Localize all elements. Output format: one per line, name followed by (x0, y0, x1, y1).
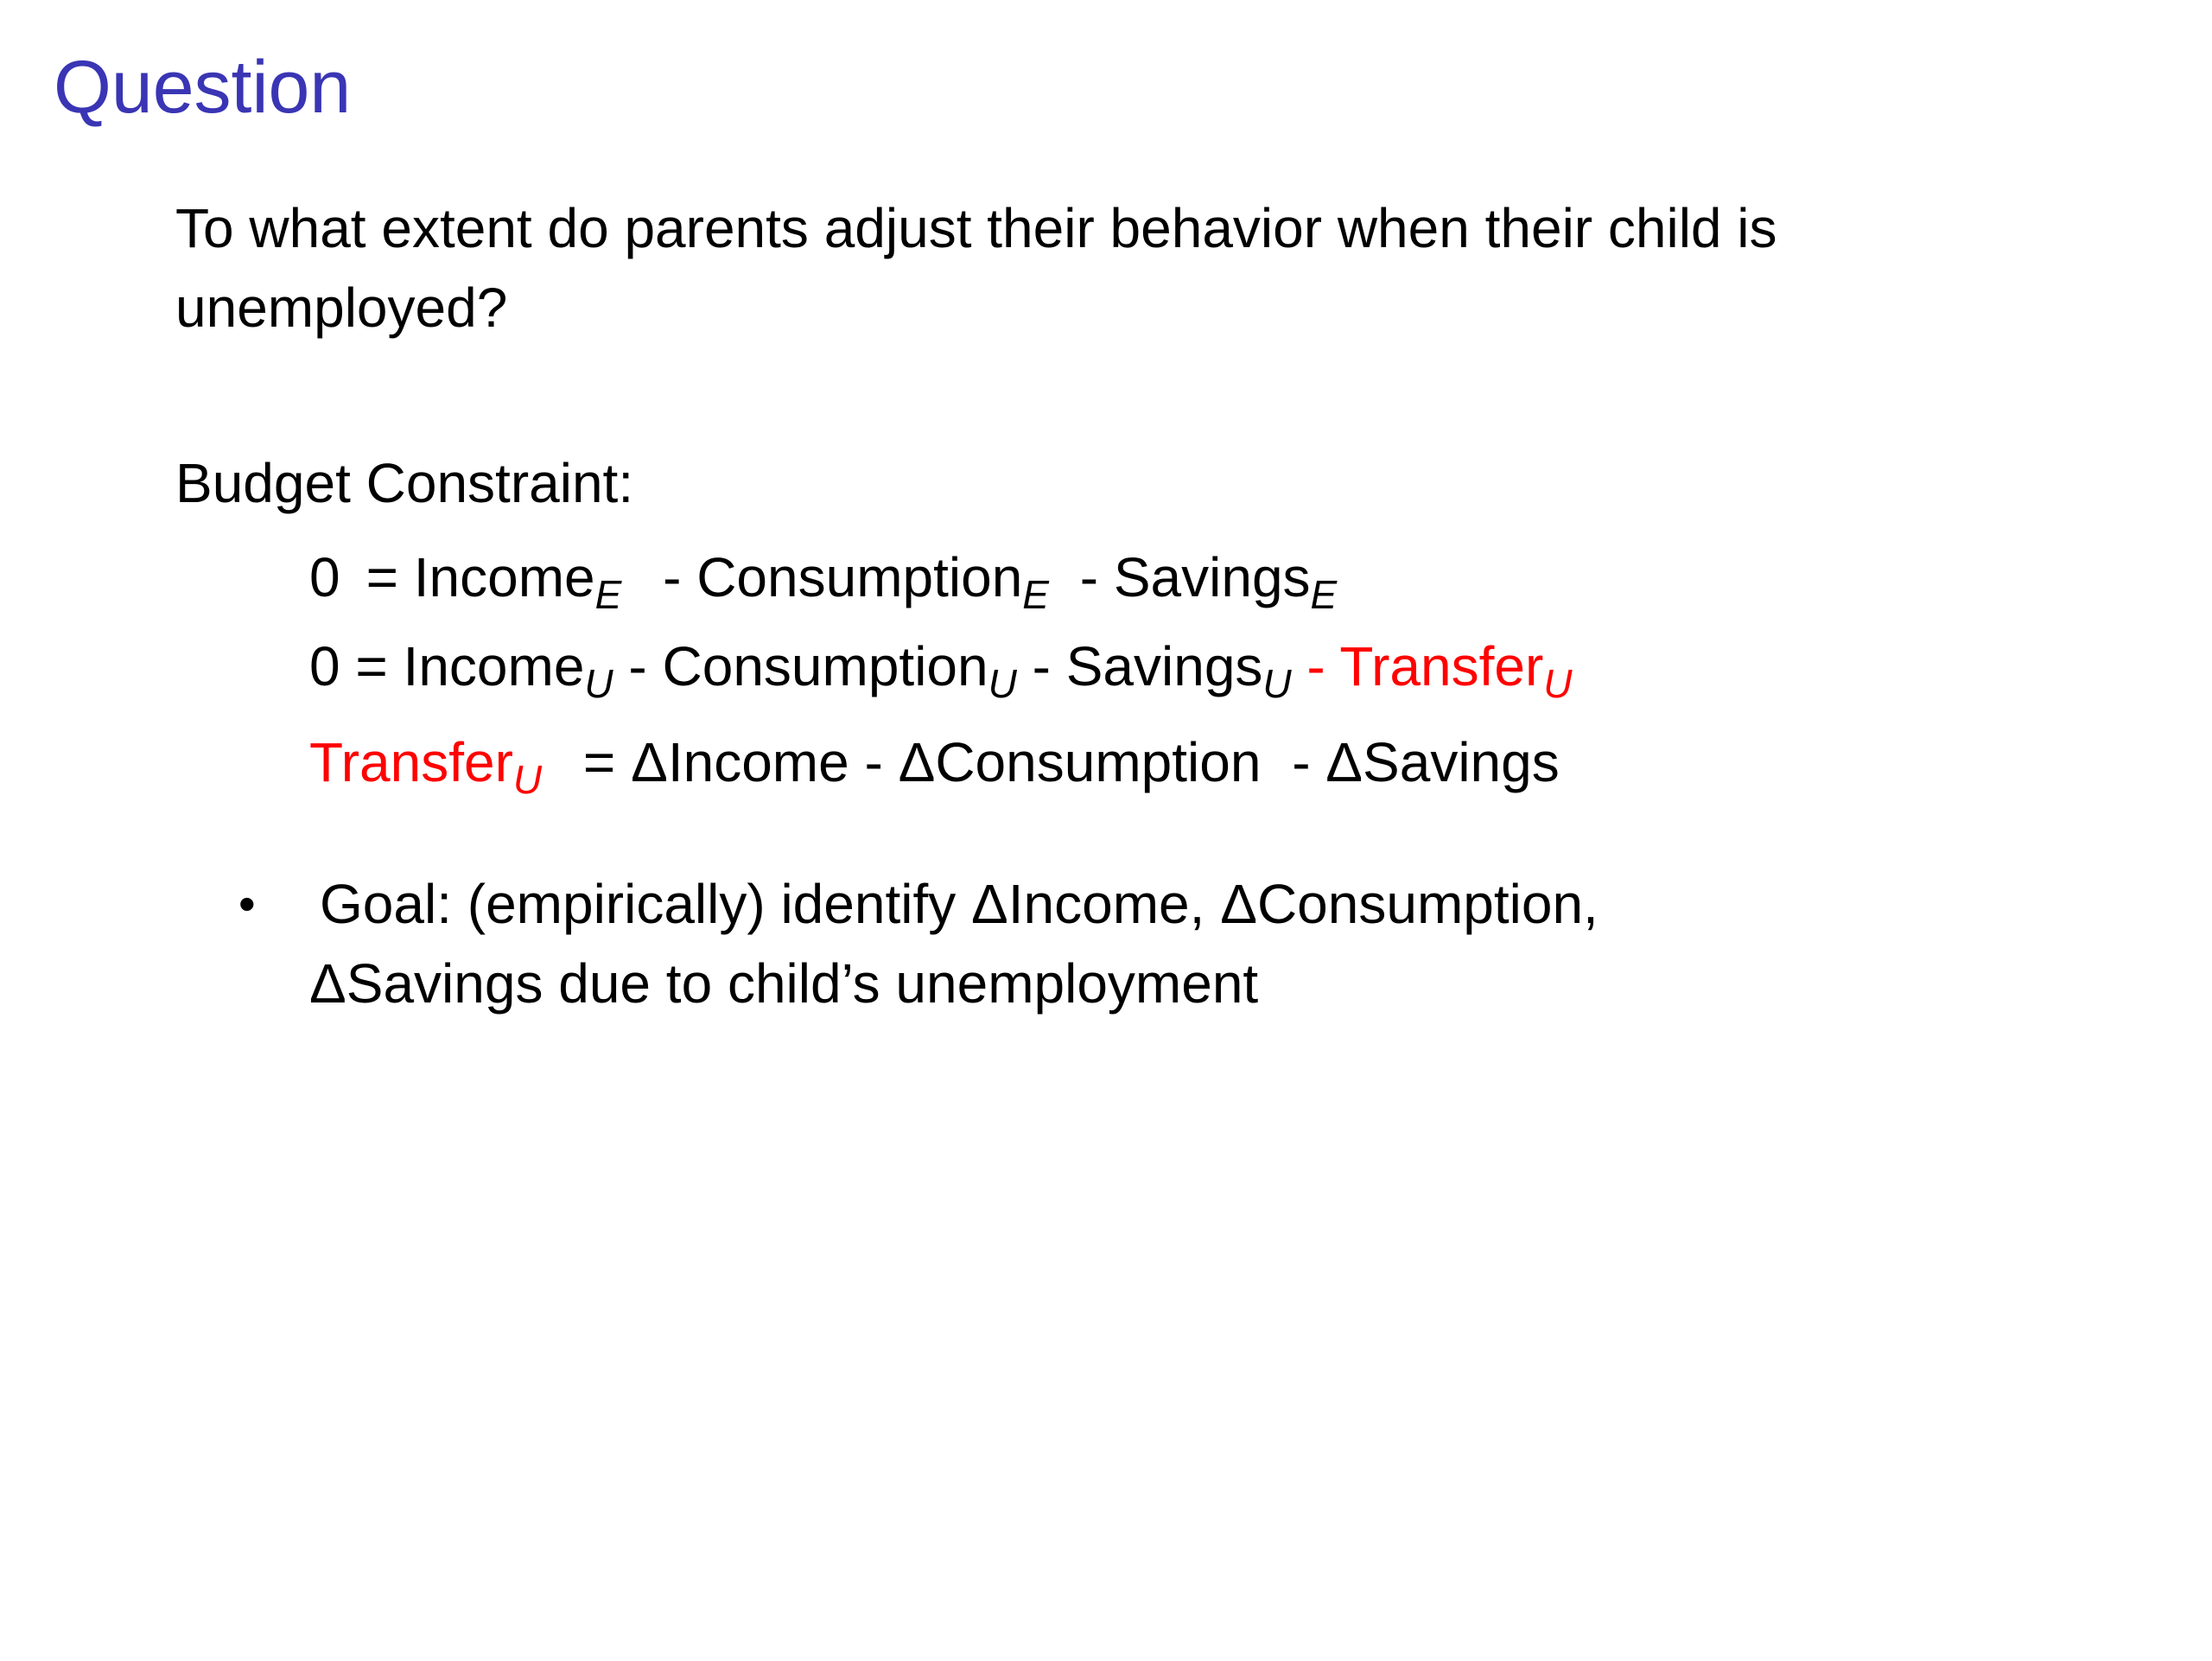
equation-employed (309, 538, 1337, 622)
equation-transfer (309, 722, 1560, 807)
goal-line-1: Goal: (empirically) identify ΔIncome, ΔConsumption, (320, 873, 1599, 935)
eq1-income: Income (413, 546, 595, 608)
eq3-transfer: Transfer (309, 731, 513, 793)
bullet-dot: • (238, 876, 256, 931)
eq2-transfer: - Transfer (1306, 635, 1544, 697)
slide-title: Question (54, 46, 352, 129)
eq2-transfer-sub: U (1543, 661, 1573, 706)
question-line-1: To what extent do parents adjust their behavior when their child is (175, 197, 1777, 259)
eq1-income-sub: E (594, 572, 622, 617)
eq3-rhs-savings: - ΔSavings (1292, 731, 1560, 793)
budget-constraint-label: Budget Constraint: (175, 452, 634, 514)
goal-bullet (309, 864, 1599, 1023)
eq1-savings: - Savings (1079, 546, 1311, 608)
eq2-consumption-sub: U (988, 661, 1017, 706)
eq2-savings-sub: U (1262, 661, 1292, 706)
eq2-consumption: - Consumption (628, 635, 988, 697)
eq1-equals: = (365, 546, 398, 608)
eq1-consumption-sub: E (1022, 572, 1049, 617)
goal-line-2: ΔSavings due to child’s unemployment (309, 952, 1259, 1015)
question-text (175, 188, 2033, 347)
eq3-transfer-sub: U (512, 757, 543, 802)
eq1-lhs: 0 (309, 546, 340, 608)
eq2-savings: - Savings (1032, 635, 1263, 697)
eq2-lhs: 0 = (309, 635, 388, 697)
question-line-2: unemployed? (175, 277, 508, 339)
eq2-income: Income (403, 635, 585, 697)
eq1-consumption: - Consumption (663, 546, 1023, 608)
equation-unemployed (309, 627, 1573, 711)
eq3-rhs-income-consumption: = ΔIncome - ΔConsumption (582, 731, 1262, 793)
eq2-income-sub: U (584, 661, 613, 706)
eq1-savings-sub: E (1310, 572, 1338, 617)
